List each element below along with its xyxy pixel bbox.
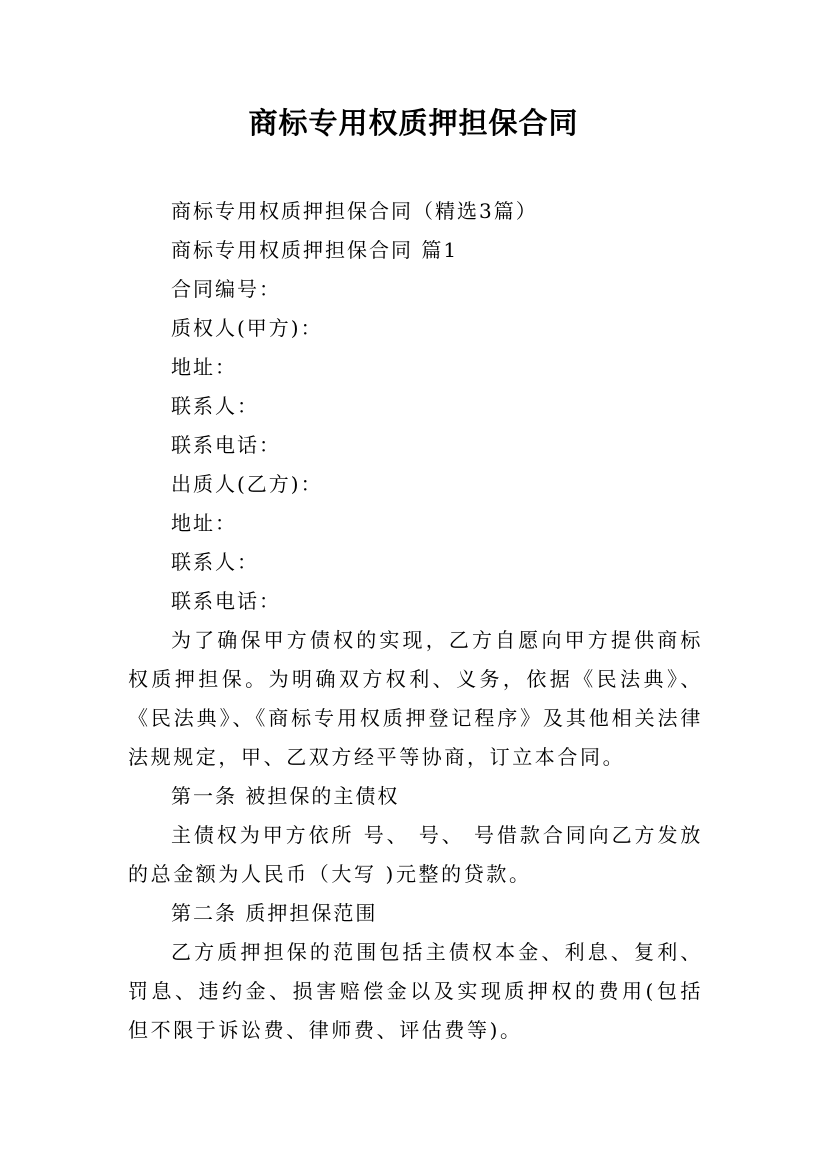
article-2-heading: 第二条 质押担保范围 bbox=[171, 901, 378, 925]
pledgee-contact-field: 联系人： bbox=[171, 394, 259, 418]
document-title: 商标专用权质押担保合同 bbox=[248, 106, 579, 140]
pledgor-address-field: 地址： bbox=[171, 511, 237, 535]
pledgor-contact-field: 联系人： bbox=[171, 550, 259, 574]
pledgee-address-field: 地址： bbox=[171, 355, 237, 379]
document-body bbox=[128, 192, 703, 1050]
article-1-body: 主债权为甲方依所 号、 号、 号借款合同向乙方发放的总金额为人民币（大写 )元整的贷款。 bbox=[128, 823, 703, 886]
pledgor-phone-field: 联系电话： bbox=[171, 589, 281, 613]
article-1-heading: 第一条 被担保的主债权 bbox=[171, 784, 400, 808]
pledgor-field: 出质人(乙方)： bbox=[171, 472, 323, 496]
intro-line: 商标专用权质押担保合同（精选3篇） bbox=[171, 199, 538, 223]
preamble-paragraph: 为了确保甲方债权的实现，乙方自愿向甲方提供商标权质押担保。为明确双方权利、义务，依据《民法典》、《民法典》、《商标专用权质押登记程序》及其他相关法律法规规定，甲、乙双方经平等协商，订立本合同。 bbox=[128, 628, 703, 769]
pledgee-phone-field: 联系电话： bbox=[171, 433, 281, 457]
contract-number-field: 合同编号： bbox=[171, 277, 281, 301]
article-2-body: 乙方质押担保的范围包括主债权本金、利息、复利、罚息、违约金、损害赔偿金以及实现质押权的费用(包括但不限于诉讼费、律师费、评估费等)。 bbox=[128, 940, 703, 1042]
pledgee-field: 质权人(甲方)： bbox=[171, 316, 323, 340]
part-heading: 商标专用权质押担保合同 篇1 bbox=[171, 238, 459, 262]
